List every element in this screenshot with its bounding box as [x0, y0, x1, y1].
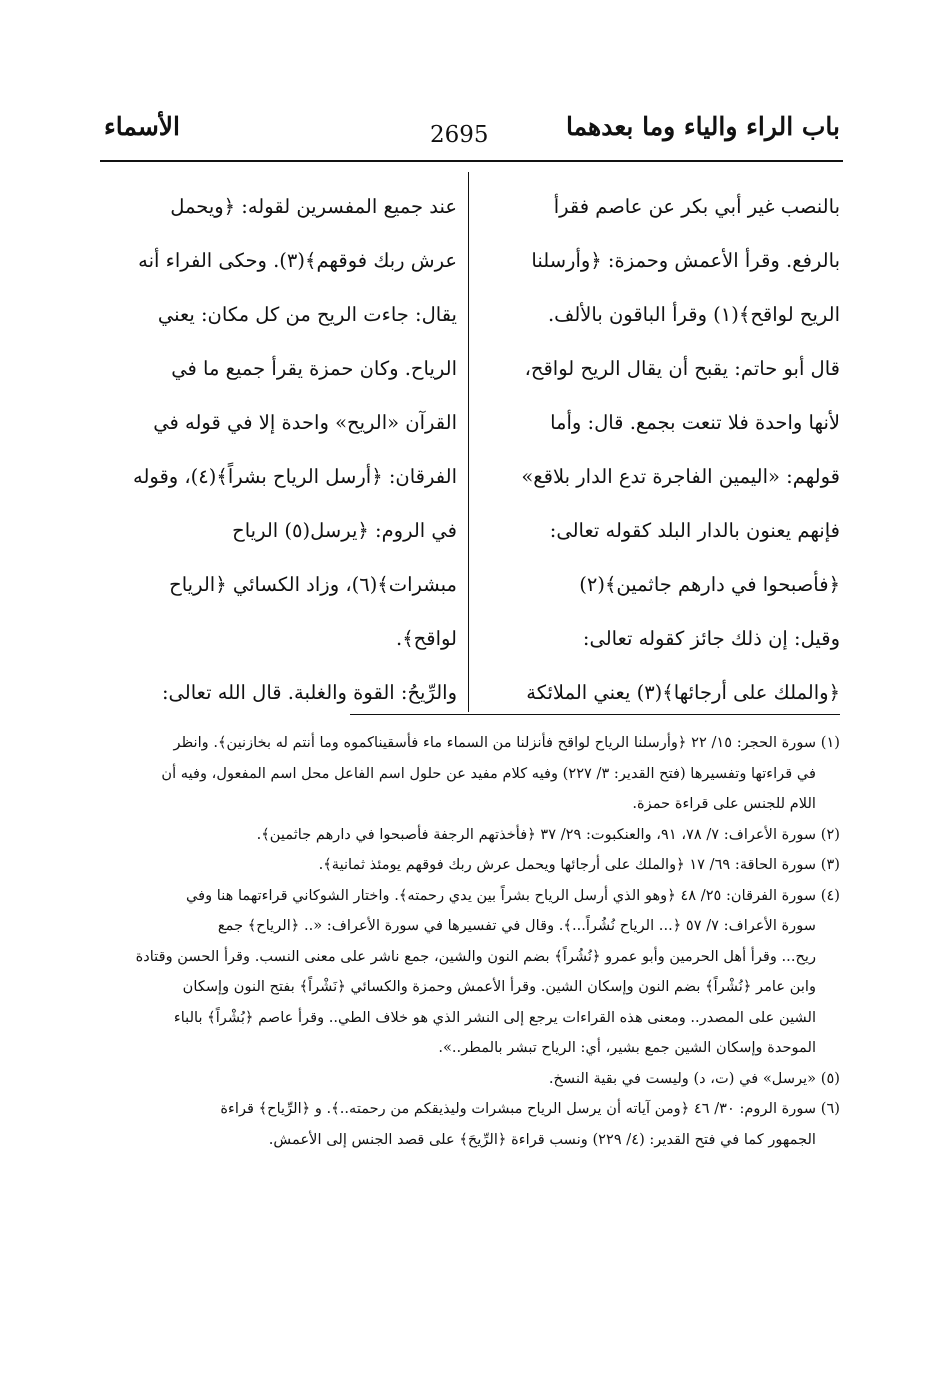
footnote-line: (٦) سورة الروم: ٣٠/ ٤٦ ﴿ومن آياته أن يرسل الرياح مبشرات وليذيقكم من رحمته..﴾. و ﴿الرِّياح﴾ قراءة	[220, 1100, 840, 1117]
text-line: لواقح﴾.	[396, 627, 457, 650]
text-line: يقال: جاءت الريح من كل مكان: يعني	[157, 303, 457, 326]
text-line: ﴿والملك على أرجائها﴾(٣) يعني الملائكة	[526, 681, 840, 704]
text-line: في الروم: ﴿يرسل(٥) الرياح	[232, 519, 457, 542]
text-line: بالنصب غير أبي بكر عن عاصم فقرأ	[553, 195, 840, 218]
footnote-line: سورة الأعراف: ٧/ ٥٧ ﴿... الرياح نُشُراً...﴾. وقال في تفسيرها في سورة الأعراف: «.. ﴿الرياح﴾ جمع	[217, 917, 816, 934]
footnote-line: (١) سورة الحجر: ١٥/ ٢٢ ﴿وأرسلنا الرياح لواقح فأنزلنا من السماء ماء فأسقيناكموه وما أنتم له بخازنين﴾. وانظر	[173, 734, 840, 751]
text-line: والرِّيحُ: القوة والغلبة. قال الله تعالى:	[161, 681, 457, 704]
footnotes	[95, 728, 840, 1155]
text-line: القرآن «الريح» واحدة إلا في قوله في	[153, 411, 457, 434]
section-title: الأسماء	[104, 112, 180, 141]
footnote-line: وابن عامر ﴿نُشْراً﴾ بضم النون وإسكان الشين. وقرأ الأعمش وحمزة والكسائي ﴿نَشْراً﴾ بفتح النون وإسكان	[182, 978, 816, 995]
header-rule	[100, 160, 843, 162]
page-number: 2695	[430, 122, 489, 148]
footnote-line: الجمهور كما في فتح القدير: (٤/ ٢٢٩) ونسب قراءة ﴿الرِّيحَ﴾ على قصد الجنس إلى الأعمش.	[268, 1130, 816, 1148]
footnote-line: في قراءتها وتفسيرها (فتح القدير: ٣/ ٢٢٧) وفيه كلام مفيد عن حلول اسم الفاعل محل اسم المفعول، وفيه أن	[161, 764, 816, 782]
chapter-title: باب الراء والياء وما بعدهما	[565, 112, 840, 141]
text-line: قولهم: «اليمين الفاجرة تدع الدار بلاقع»	[521, 465, 840, 488]
text-line: الريح لواقح﴾(١) وقرأ الباقون بالألف.	[547, 303, 840, 326]
text-line: فإنهم يعنون بالدار البلد كقوله تعالى:	[549, 519, 840, 542]
column-divider	[468, 172, 469, 712]
text-line: الفرقان: ﴿أرسل الرياح بشراً﴾(٤)، وقوله	[132, 465, 457, 488]
left-column	[105, 180, 457, 720]
footnote-line: (٣) سورة الحاقة: ٦٩/ ١٧ ﴿والملك على أرجائها ويحمل عرش ربك فوقهم يومئذ ثمانية﴾.	[318, 856, 840, 873]
footnote-line: (٢) سورة الأعراف: ٧/ ٧٨، ٩١، والعنكبوت: ٢٩/ ٣٧ ﴿فأخذتهم الرجفة فأصبحوا في دارهم جاثمين﴾.	[256, 825, 840, 843]
right-column	[480, 180, 840, 720]
text-line: ﴿فأصبحوا في دارهم جاثمين﴾(٢)	[579, 573, 840, 596]
footnote-line: (٥) «يرسل» في (ت، د) وليست في بقية النسخ.	[548, 1069, 840, 1087]
footnote-line: اللام للجنس على قراءة حمزة.	[632, 795, 816, 812]
text-line: قال أبو حاتم: يقبح أن يقال الريح لواقح،	[524, 357, 840, 380]
footnote-line: الشين على المصدر.. ومعنى هذه القراءات يرجع إلى النشر الذي هو خلاف الطي.. وقرأ عاصم ﴿بُشْراً﴾ بالباء	[173, 1008, 816, 1026]
text-line: مبشرات﴾(٦)، وزاد الكسائي ﴿الرياح	[169, 573, 457, 596]
text-line: وقيل: إن ذلك جائز كقوله تعالى:	[582, 627, 840, 650]
text-line: عرش ربك فوقهم﴾(٣). وحكى الفراء أنه	[138, 249, 457, 272]
text-line: لأنها واحدة فلا تنعت بجمع. قال: وأما	[550, 411, 840, 434]
footnote-line: ريح... وقرأ أهل الحرمين وأبو عمرو ﴿نُشُراً﴾ بضم النون والشين، جمع ناشر على معنى النسب. وقرأ الحسن وقتادة	[135, 947, 816, 965]
text-line: عند جميع المفسرين لقوله: ﴿ويحمل	[170, 195, 457, 218]
footnote-line: الموحدة وإسكان الشين جمع بشير، أي: الرياح تبشر بالمطر..».	[438, 1039, 816, 1056]
page-header	[100, 112, 840, 162]
footnote-line: (٤) سورة الفرقان: ٢٥/ ٤٨ ﴿وهو الذي أرسل الرياح بشراً بين يدي رحمته﴾. واختار الشوكاني قراءتهما هنا وفي	[185, 886, 840, 904]
text-line: الرياح. وكان حمزة يقرأ جميع ما في	[171, 357, 457, 380]
text-line: بالرفع. وقرأ الأعمش وحمزة: ﴿وأرسلنا	[531, 249, 840, 272]
footnote-separator	[350, 714, 840, 715]
